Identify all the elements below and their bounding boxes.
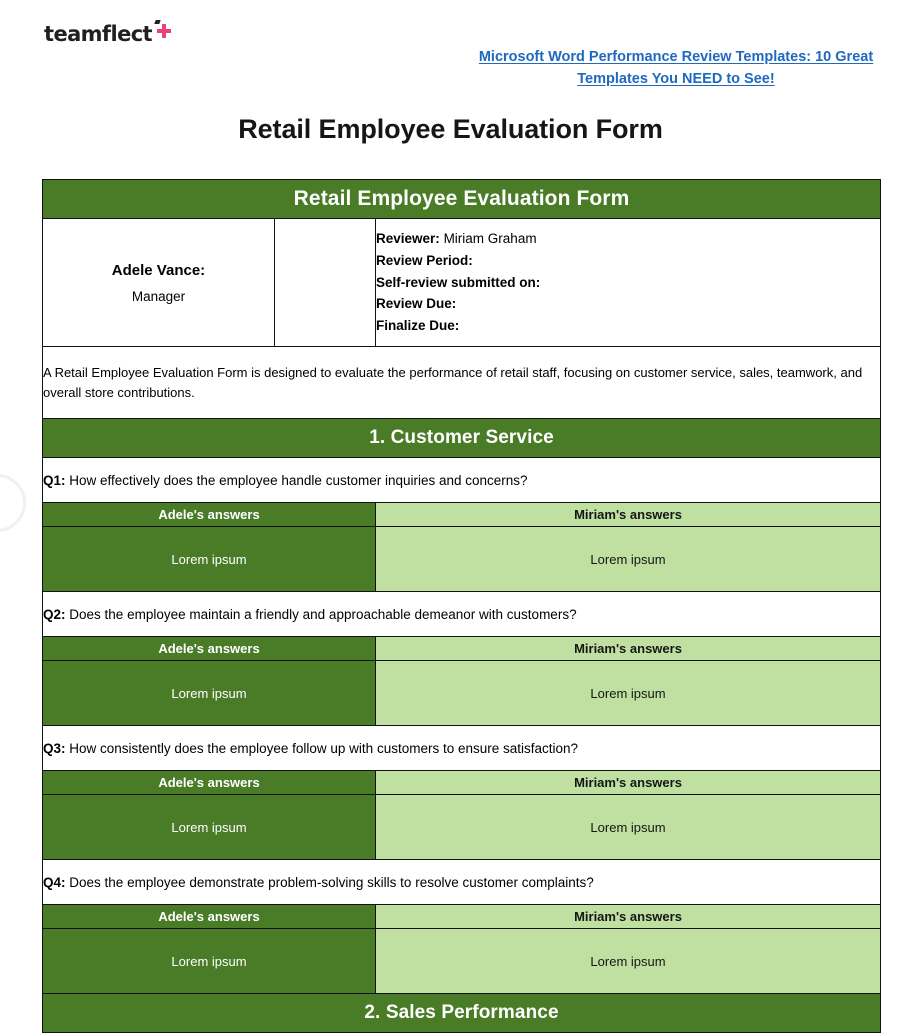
manager-answer-cell[interactable]: Lorem ipsum bbox=[376, 527, 881, 592]
question-text: How consistently does the employee follow up with customers to ensure satisfaction? bbox=[69, 740, 579, 756]
watermark-arc bbox=[0, 474, 26, 532]
page-header bbox=[0, 0, 901, 104]
manager-answer-cell[interactable]: Lorem ipsum bbox=[376, 661, 881, 726]
self-answers-header: Adele's answers bbox=[43, 503, 376, 527]
employee-role: Manager bbox=[131, 288, 186, 304]
form-title-band: Retail Employee Evaluation Form bbox=[43, 180, 881, 219]
self-answer-cell[interactable]: Lorem ipsum bbox=[43, 527, 376, 592]
promo-link[interactable]: Microsoft Word Performance Review Templates: 10 Great Templates You NEED to See! bbox=[478, 49, 874, 88]
form-table bbox=[42, 179, 881, 1033]
employee-name: Adele Vance: bbox=[111, 261, 206, 279]
review-meta-line bbox=[376, 250, 880, 272]
question-number: Q3: bbox=[43, 740, 66, 756]
manager-answers-header: Miriam's answers bbox=[376, 771, 881, 795]
review-meta-cell bbox=[376, 219, 881, 347]
question-text: How effectively does the employee handle customer inquiries and concerns? bbox=[69, 472, 528, 488]
self-answer-cell[interactable]: Lorem ipsum bbox=[43, 661, 376, 726]
spacer-cell bbox=[275, 219, 376, 347]
question-row bbox=[43, 592, 881, 637]
manager-answer-cell[interactable]: Lorem ipsum bbox=[376, 795, 881, 860]
plus-mark-icon bbox=[153, 20, 173, 42]
question-number: Q2: bbox=[43, 606, 66, 622]
section-heading: 1. Customer Service bbox=[43, 419, 881, 458]
teamflect-logo[interactable] bbox=[44, 24, 173, 45]
review-meta-label: Review Due: bbox=[376, 296, 457, 312]
self-answer-cell[interactable]: Lorem ipsum bbox=[43, 795, 376, 860]
employee-info-cell bbox=[43, 219, 275, 347]
review-meta-line bbox=[376, 228, 880, 250]
question-text: Does the employee maintain a friendly and approachable demeanor with customers? bbox=[69, 606, 577, 622]
manager-answers-header: Miriam's answers bbox=[376, 905, 881, 929]
review-meta-line bbox=[376, 293, 880, 315]
question-row bbox=[43, 458, 881, 503]
review-meta-label: Self-review submitted on: bbox=[376, 274, 541, 290]
review-meta-value: Miriam Graham bbox=[443, 230, 537, 246]
self-answers-header: Adele's answers bbox=[43, 771, 376, 795]
question-row bbox=[43, 860, 881, 905]
self-answer-cell[interactable]: Lorem ipsum bbox=[43, 929, 376, 994]
page-title: Retail Employee Evaluation Form bbox=[238, 114, 663, 144]
review-meta-label: Review Period: bbox=[376, 252, 473, 268]
review-meta-label: Reviewer: bbox=[376, 230, 440, 246]
self-answers-header: Adele's answers bbox=[43, 637, 376, 661]
question-text: Does the employee demonstrate problem-solving skills to resolve customer complaints? bbox=[69, 874, 594, 890]
review-meta-label: Finalize Due: bbox=[376, 318, 460, 334]
evaluation-form bbox=[42, 179, 880, 1033]
logo-wordmark: teamflect bbox=[44, 22, 152, 46]
review-meta-line bbox=[376, 272, 880, 294]
question-number: Q4: bbox=[43, 874, 66, 890]
manager-answers-header: Miriam's answers bbox=[376, 637, 881, 661]
review-meta-line bbox=[376, 315, 880, 337]
form-description: A Retail Employee Evaluation Form is designed to evaluate the performance of retail staff, focusing on customer service, sales, teamwork, and overall store contributions. bbox=[43, 347, 881, 419]
manager-answer-cell[interactable]: Lorem ipsum bbox=[376, 929, 881, 994]
question-row bbox=[43, 726, 881, 771]
manager-answers-header: Miriam's answers bbox=[376, 503, 881, 527]
self-answers-header: Adele's answers bbox=[43, 905, 376, 929]
question-number: Q1: bbox=[43, 472, 66, 488]
section-heading: 2. Sales Performance bbox=[43, 994, 881, 1033]
